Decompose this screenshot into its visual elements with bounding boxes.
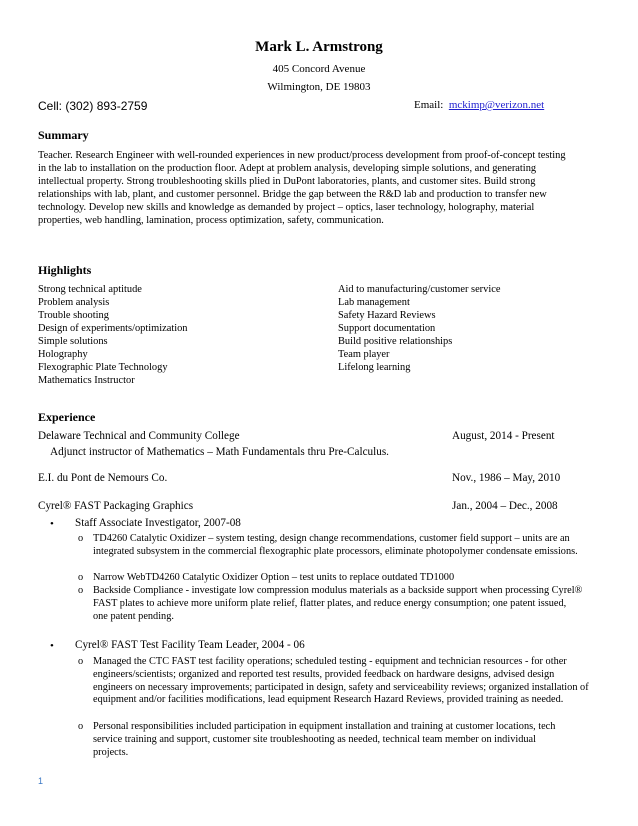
resume-name: Mark L. Armstrong — [255, 39, 383, 55]
highlights-heading: Highlights — [38, 263, 92, 277]
bullet-marker: • — [50, 518, 54, 530]
summary-text: Teacher. Research Engineer with well-rounded experiences in new product/process development from proof-of-concept testing in the lab to installation on the production floor. Adept at problem analysis, developing simple solutions, and generating intellectual property. Strong troubleshooting skills plied in DuPont laboratories, plants, and customer sites. Build strong relationships with lab, plant, and customer personnel. Bridge the gap between the R&D lab and production to transfer new technology. Develop new skills and knowledge as demanded by project – optics, laser technology, holography, material properties, web handling, lamination, process optimization, safety, communication. — [38, 150, 566, 226]
experience-heading: Experience — [38, 410, 96, 424]
highlight-item: Team player — [338, 349, 390, 360]
highlight-item: Simple solutions — [38, 336, 108, 347]
highlight-item: Holography — [38, 349, 88, 360]
dates-dupont: Nov., 1986 – May, 2010 — [452, 472, 561, 484]
highlight-item: Design of experiments/optimization — [38, 323, 188, 334]
role-dtcc: Adjunct instructor of Mathematics – Math Fundamentals thru Pre-Calculus. — [50, 446, 389, 458]
role1-title: Staff Associate Investigator, 2007-08 — [75, 517, 241, 529]
dates-cyrel: Jan., 2004 – Dec., 2008 — [452, 500, 558, 512]
highlight-item: Strong technical aptitude — [38, 284, 142, 295]
highlight-item: Aid to manufacturing/customer service — [338, 284, 501, 295]
highlight-item: Lab management — [338, 297, 410, 308]
highlight-item: Lifelong learning — [338, 362, 411, 373]
highlight-item: Support documentation — [338, 323, 436, 334]
summary-heading: Summary — [38, 128, 89, 142]
employer-dtcc: Delaware Technical and Community College — [38, 430, 240, 442]
email-label: Email: — [414, 99, 444, 111]
sub-bullet-marker: o — [78, 656, 84, 667]
role2-title: Cyrel® FAST Test Facility Team Leader, 2004 - 06 — [75, 639, 305, 651]
address-street: 405 Concord Avenue — [272, 63, 366, 75]
email-line — [414, 99, 544, 111]
page-number: 1 — [38, 776, 44, 786]
role2-item: Managed the CTC FAST test facility operations; scheduled testing - equipment and technician resources - for other engineers/scientists; organized and reported test results, provided feedback on hardware designs, advised design engineers on necessary improvements; participated in design, safety and serviceability reviews; organized installation of equipment and/or facilities modifications, lead equipment Research Hazard Reviews, provided training as needed. — [93, 656, 589, 706]
highlight-item: Trouble shooting — [38, 310, 109, 321]
role1-item: Backside Compliance - investigate low compression modulus materials as a backside support when processing Cyrel® FAST plates to achieve more uniform plate relief, flatter plates, and reduce energy consumption; one patent issued, one patent pending. — [93, 585, 583, 622]
highlight-item: Mathematics Instructor — [38, 375, 135, 386]
role1-item: Narrow WebTD4260 Catalytic Oxidizer Option – test units to replace outdated TD1000 — [93, 572, 455, 583]
address-city: Wilmington, DE 19803 — [267, 81, 371, 93]
highlights-left-list — [38, 283, 187, 387]
email-link[interactable]: mckimp@verizon.net — [448, 99, 545, 111]
sub-bullet-marker: o — [78, 572, 84, 583]
highlight-item: Problem analysis — [38, 297, 110, 308]
highlight-item: Safety Hazard Reviews — [338, 310, 436, 321]
sub-bullet-marker: o — [78, 721, 84, 732]
dates-dtcc: August, 2014 - Present — [452, 430, 555, 442]
role1-item: TD4260 Catalytic Oxidizer – system testing, design change recommendations, customer field support – units are an integrated subsystem in the commercial flexographic plate processors, eliminate photopolymer condensate emissions. — [93, 533, 578, 557]
employer-dupont: E.I. du Pont de Nemours Co. — [38, 472, 168, 484]
employer-cyrel: Cyrel® FAST Packaging Graphics — [38, 500, 194, 512]
bullet-marker: • — [50, 640, 54, 652]
cell-phone: Cell: (302) 893-2759 — [38, 99, 148, 113]
sub-bullet-marker: o — [78, 585, 84, 596]
highlight-item: Build positive relationships — [338, 336, 453, 347]
highlights-right-list — [338, 283, 500, 374]
highlight-item: Flexographic Plate Technology — [38, 362, 168, 373]
role2-item: Personal responsibilities included participation in equipment installation and training at customer locations, tech service training and support, customer site troubleshooting as needed, technical team member on individual projects. — [93, 721, 556, 758]
sub-bullet-marker: o — [78, 533, 84, 544]
